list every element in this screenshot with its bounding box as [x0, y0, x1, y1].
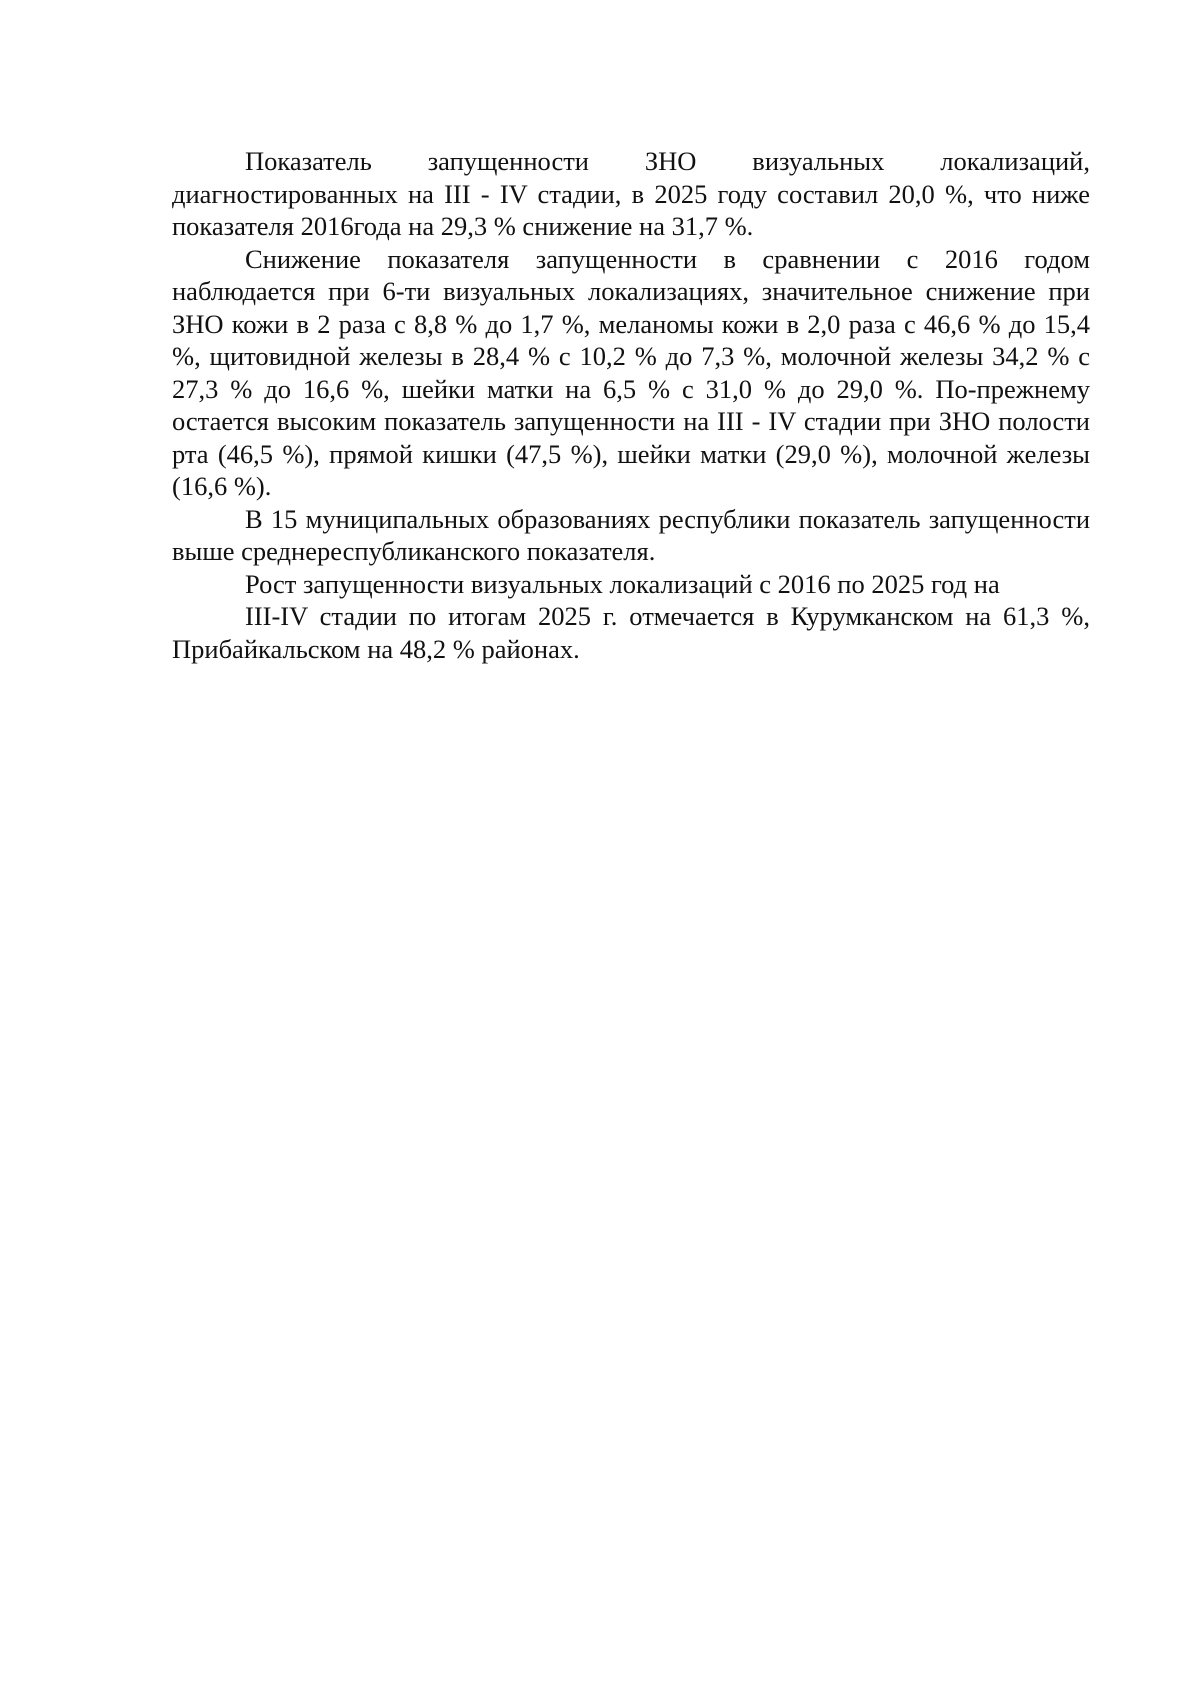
document-body — [172, 145, 1090, 665]
paragraph-rate-decline: Снижение показателя запущенности в сравнении с 2016 годом наблюдается при 6-ти визуальных локализациях, значительное снижение при ЗНО кожи в 2 раза с 8,8 % до 1,7 %, меланомы кожи в 2,0 раза с 46,6 % до 15,4 %, щитовидной железы в 28,4 % с 10,2 % до 7,3 %, молочной железы 34,2 % с 27,3 % до 16,6 %, шейки матки на 6,5 % с 31,0 % до 29,0 %. По-прежнему остается высоким показатель запущенности на III - IV стадии при ЗНО полости рта (46,5 %), прямой кишки (47,5 %), шейки матки (29,0 %), молочной железы (16,6 %). — [172, 243, 1090, 501]
paragraph-advanced-stage-rate: Показатель запущенности ЗНО визуальных локализаций, диагностированных на III - IV стадии, в 2025 году составил 20,0 %, что ниже показателя 2016года на 29,3 % снижение на 31,7 %. — [172, 146, 1090, 241]
paragraph-growth-districts: III-IV стадии по итогам 2025 г. отмечается в Курумканском на 61,3 %, Прибайкальском на 48,2 % районах. — [172, 601, 1090, 664]
paragraph-growth-intro: Рост запущенности визуальных локализаций с 2016 по 2025 год на — [245, 568, 1000, 599]
paragraph-municipalities: В 15 муниципальных образованиях республики показатель запущенности выше среднереспубликанского показателя. — [172, 503, 1090, 566]
